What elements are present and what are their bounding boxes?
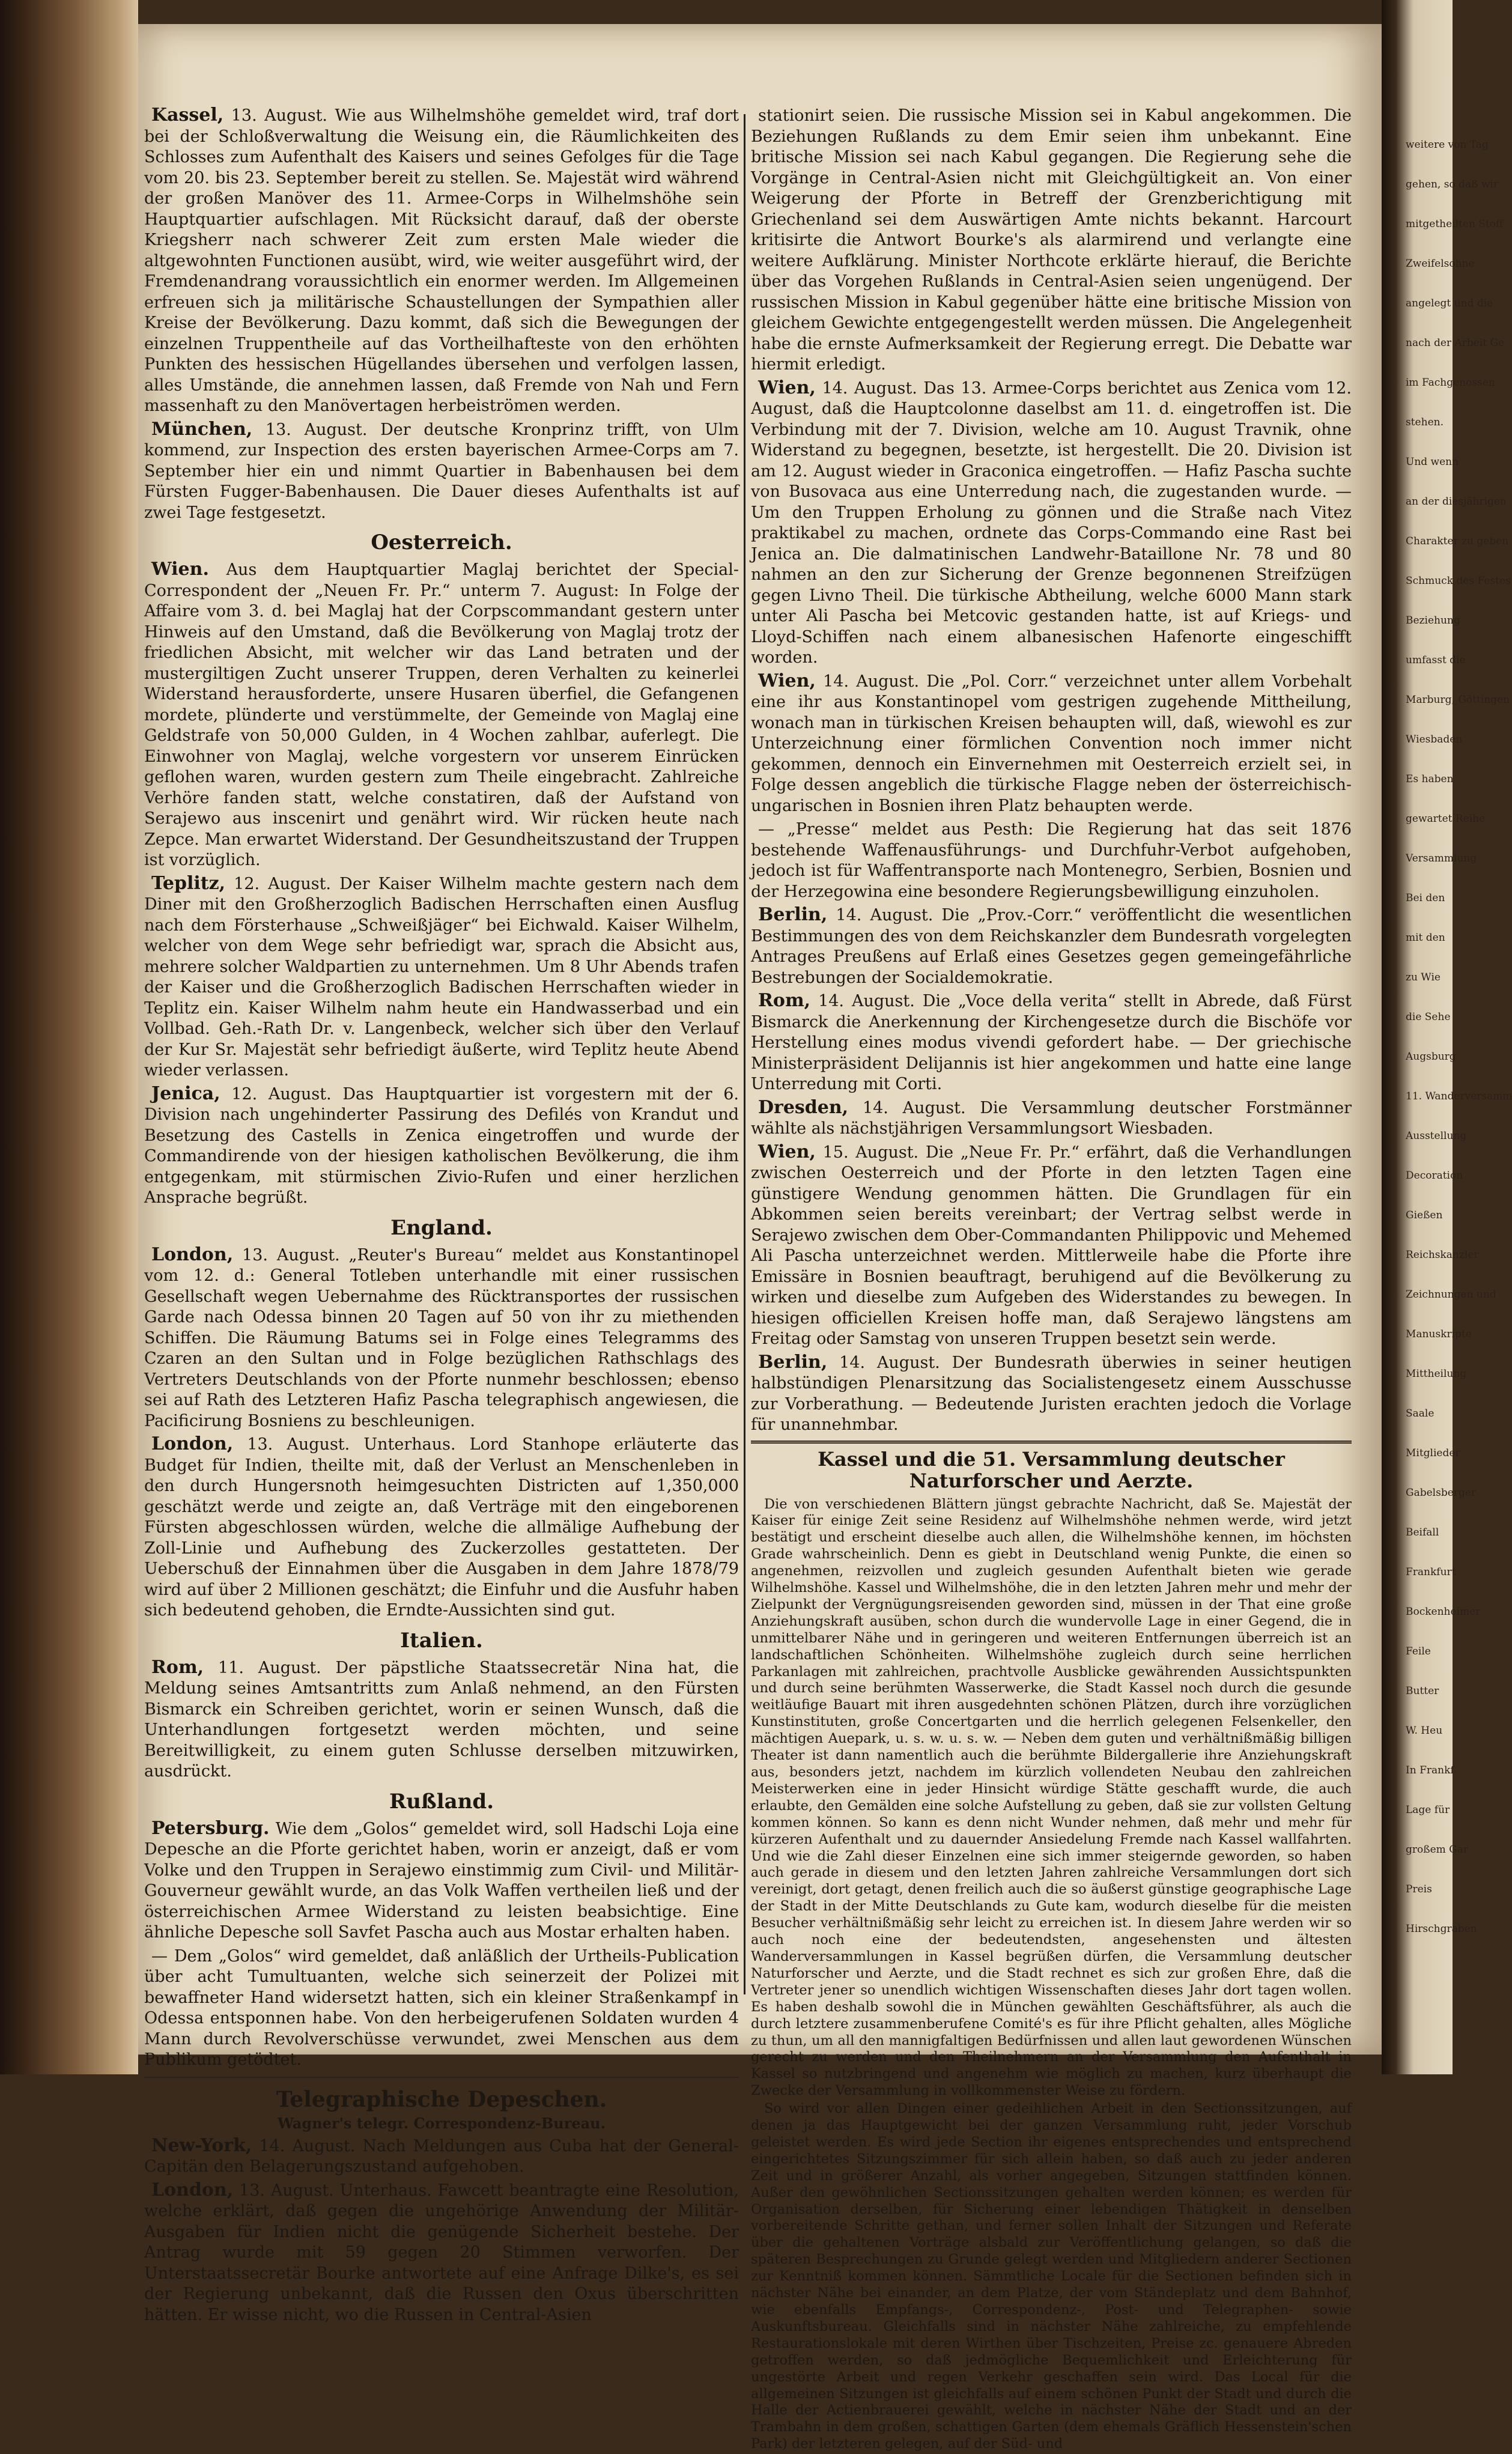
article-text: 14. August. Das 13. Armee-Corps berichtet aus Zenica vom 12. August, daß die Hauptcolonne daselbst am 11. d. eingetroffen ist. Die Verbindung mit der 7. Division, welche am 10. August Travnik, ohne Widerstand zu begegnen, besetzte, ist hergestellt. Die 20. Division ist am 12. August wieder in Graconica eingetroffen. — Hafiz Pascha suchte von Busovaca aus eine Unterredung nach, die zugestanden wurde. — Um den Truppen Erholung zu gönnen und die Straße nach Vitez praktikabel zu machen, ordnete das Corps-Commando eine Rast bei Jenica an. Die dalmatinischen Landwehr-Bataillone Nr. 78 und 80 nahmen an den zur Sicherung der Grenze begonnenen Streifzügen gegen Livno Theil. Die türkische Abtheilung, welche 6000 Mann stark unter Ali Pascha bei Metcovic gestanden hatte, ist auf Kriegs- und Lloyd-Schiffen nach einem albanesischen Hafenorte eingeschifft worden. — [751, 378, 1352, 667]
news-item — [144, 1818, 739, 1943]
adjacent-page-text: Wiesbaden — [1406, 733, 1463, 746]
section-heading-italien: Italien. — [400, 1628, 483, 1653]
dateline-location: München, — [151, 418, 253, 440]
dateline-location: London, — [151, 2179, 234, 2200]
dispatch-item — [751, 1098, 1352, 1140]
article-text: 14. August. Die Versammlung deutscher Forstmänner wählte als nächstjährigen Versammlungsort Wiesbaden. — [751, 1098, 1352, 1138]
adjacent-page-text: großem Gar — [1406, 1844, 1469, 1856]
news-item — [144, 873, 739, 1081]
article-text: 14. August. Nach Meldungen aus Cuba hat der General-Capitän den Belagerungszustand aufgehoben. — [144, 2136, 739, 2176]
article-text: 14. August. Die „Voce della verita“ stellt in Abrede, daß Fürst Bismarck die Anerkennung der Kirchengesetze durch die Bischöfe vor Herstellung eines modus vivendi gefordert habe. — Der griechische Ministerpräsident Delijannis ist hier angekommen und hatte eine lange Unterredung mit Corti. — [751, 992, 1352, 1093]
adjacent-page-text: Butter — [1406, 1685, 1439, 1697]
adjacent-page-text: Gabelsberger — [1406, 1487, 1476, 1499]
article-text: 15. August. Die „Neue Fr. Pr.“ erfährt, daß die Verhandlungen zwischen Oesterreich und der Pforte in den letzten Tagen eine günstigere Wendung genommen hätten. Die Grundlagen für ein Abkommen seien bereits vereinbart; der Vertrag selbst werde in Serajewo zwischen dem Ober-Commandanten Philippovic und Mehemed Ali Pascha unterzeichnet werden. Mittlerweile habe die Pforte ihre Emissäre in Bosnien beauftragt, beruhigend auf die Bevölkerung zu wirken und dieselbe zum Aufgeben des Widerstandes zu bewegen. In hiesigen officiellen Kreisen hoffe man, daß Serajewo längstens am Freitag oder Samstag von unseren Truppen besetzt sein werde. — [751, 1143, 1352, 1348]
adjacent-page-text: Und wenn — [1406, 456, 1459, 468]
adjacent-page-text: Lage für — [1406, 1804, 1450, 1816]
adjacent-page-text: weitere von Tag — [1406, 139, 1489, 151]
adjacent-page-text: Gießen — [1406, 1209, 1443, 1221]
dispatch-item — [144, 2180, 739, 2326]
news-item — [144, 1245, 739, 1432]
dateline-location: Rom, — [758, 990, 811, 1011]
article-text: 12. August. Das Hauptquartier ist vorgestern mit der 6. Division nach ungehinderter Passirung des Defilés von Krandut und Besetzung des Castells in Zenica eingetroffen und wurde der Commandirende von der hiesigen katholischen Bevölkerung, die ihm entgegenkam, mit stürmischen Zivio-Rufen und einer herzlichen Ansprache begrüßt. — [144, 1084, 739, 1207]
adjacent-page-text: Decoration — [1406, 1170, 1463, 1182]
adjacent-page-text: zu Wie — [1406, 971, 1441, 983]
adjacent-page-text: gewartet Reihe — [1406, 813, 1486, 825]
book-spine-edge — [0, 0, 138, 2074]
adjacent-page-text: Preis — [1406, 1883, 1432, 1895]
news-item — [144, 419, 739, 524]
dateline-location: Wien. — [151, 559, 209, 580]
adjacent-page-text: Charakter zu geben — [1406, 535, 1509, 547]
article-text: 13. August. „Reuter's Bureau“ meldet aus Konstantinopel vom 12. d.: General Totleben unterhandle mit einer russischen Gesellschaft wegen Uebernahme des Rücktransportes der russischen Garde nach Odessa binnen 20 Tagen auf 50 von ihr zu miethenden Schiffen. Die Räumung Batums sei in Folge eines Telegramms des Czaren an den Sultan und in Folge bezüglichen Rathschlags des Vertreters Deutschlands von der Pforte nunmehr beschlossen; ebenso sei auf Rath des Letzteren Hafiz Pascha telegraphisch angewiesen, die Pacificirung Bosniens zu beschleunigen. — [144, 1245, 739, 1430]
adjacent-page-text: stehen. — [1406, 416, 1444, 428]
article-text: 13. August. Wie aus Wilhelmshöhe gemeldet wird, traf dort bei der Schloßverwaltung die Weisung ein, die Räumlichkeiten des Schlosses zum Aufenthalt des Kaisers und seines Gefolges für die Tage vom 20. bis 23. September bereit zu stellen. Se. Majestät wird während der großen Manöver des 11. Armee-Corps in Wilhelmshöhe sein Hauptquartier aufschlagen. Mit Rücksicht darauf, daß der oberste Kriegsherr nach schwerer Zeit zum ersten Male wieder die altgewohnten Functionen ausübt, wird, wie weiter ausgeführt wird, der Fremdenandrang voraussichtlich ein enormer werden. Im Allgemeinen erfreuen sich ja militärische Schaustellungen der Sympathien aller Kreise der Bevölkerung. Dazu kommt, daß sich die Bewegungen der einzelnen Truppentheile auf das Vortheilhafteste von den erhöhten Punkten des hessischen Hügellandes übersehen und verfolgen lassen, alles Umstände, die annehmen lassen, daß Fremde von Nah und Fern massenhaft zu den Manövertagen herbeiströmen werden. — [144, 106, 739, 415]
adjacent-page-text: Mitglieder — [1406, 1447, 1460, 1459]
news-item — [144, 559, 739, 871]
adjacent-page-text: Schmuck des Festes — [1406, 575, 1511, 587]
article-text: 12. August. Der Kaiser Wilhelm machte gestern nach dem Diner mit den Großherzoglich Badischen Herrschaften einen Ausflug nach dem Försterhause „Schweißjäger“ bei Eichwald. Kaiser Wilhelm, welcher von dem Wege sehr befriedigt war, sprach die Absicht aus, mehrere solcher Waldpartien zu unternehmen. Um 8 Uhr Abends trafen der Kaiser und die Großherzoglich Badischen Herrschaften wieder in Teplitz ein. Kaiser Wilhelm nahm heute ein Handwasserbad und ein Vollbad. Geh.-Rath Dr. v. Langenbeck, welcher sich über den Verlauf der Kur Sr. Majestät sehr befriedigt äußerte, wird Teplitz heute Abend wieder verlassen. — [144, 874, 739, 1080]
adjacent-page-text: Feile — [1406, 1645, 1431, 1657]
adjacent-page-text: Frankfurt — [1406, 1566, 1456, 1578]
adjacent-page-text: W. Heu — [1406, 1725, 1443, 1737]
dispatch-item — [751, 378, 1352, 669]
adjacent-page-text: angelegt und die — [1406, 297, 1493, 309]
article-text: 14. August. Der Bundesrath überwies in seiner heutigen halbstündigen Plenarsitzung das Socialistengesetz einem Ausschusse zur Vorberathung. — Bedeutende Juristen erachten jedoch die Vorlage für unannehmbar. — [751, 1353, 1352, 1434]
article-text: 13. August. Der deutsche Kronprinz trifft, von Ulm kommend, zur Inspection des ersten bayerischen Armee-Corps am 7. September hier ein und nimmt Quartier in Babenhausen bei dem Fürsten Fugger-Babenhausen. Die Dauer dieses Aufenthalts ist auf zwei Tage festgesetzt. — [144, 420, 739, 522]
feature-paragraph: Die von verschiedenen Blättern jüngst gebrachte Nachricht, daß Se. Majestät der Kaiser für einige Zeit seine Residenz auf Wilhelmshöhe nehmen werde, wird jetzt bestätigt und erscheint dieselbe auch allen, die Wilhelmshöhe kennen, im höchsten Grade wahrscheinlich. Denn es giebt in Deutschland wenig Punkte, die einen so angenehmen, reizvollen und zugleich gesunden Aufenthalt bieten wie gerade Wilhelmshöhe. Kassel und Wilhelmshöhe, die in den letzten Jahren mehr und mehr der Zielpunkt der Vergnügungsreisenden geworden sind, müssen in der That eine große Anziehungskraft ausüben, schon durch die wundervolle Lage in einer Gegend, die in unmittelbarer Nähe und in geringeren und weiteren Entfernungen überreich ist an landschaftlichen Schönheiten. Wilhelmshöhe zugleich durch seine herrlichen Parkanlagen mit zahlreichen, prachtvolle Ausblicke gewährenden Aussichtspunkten und durch seine berühmten Wasserwerke, die Stadt Kassel noch durch die gesunde weitläufige Bauart mit ihren ausgedehnten schönen Plätzen, durch ihre vorzüglichen Kunstinstituten, große Concertgarten und die herrlich gelegenen Felsenkeller, den mächtigen Auepark, u. s. w. u. s. w. — Neben dem guten und verhältnißmäßig billigen Theater ist dann namentlich auch die berühmte Bildergallerie ihre Anziehungskraft aus, besonders jetzt, nachdem im kürzlich vollendeten Neubau den zahlreichen Meisterwerken eine in jeder Hinsicht würdige Stätte geschafft wurde, die auch erlaubte, den Gemälden eine solche Aufstellung zu geben, daß sie zur vollsten Geltung kommen können. So kann es denn nicht Wunder nehmen, daß mehr und mehr für kürzeren Aufenthalt und zu dauernder Ansiedelung Fremde nach Kassel wallfahrten. Und wie die Zahl dieser Einzelnen eine sich immer steigernde geworden, so haben auch gerade in diesem und den letzten Jahren zahlreiche Versammlungen dort sich vereinigt, dort getagt, denen freilich auch die so äußerst günstige geographische Lage der Stadt in der Mitte Deutschlands zu Gute kam, wodurch dieselbe für die meisten Besucher verhältnißmäßig sehr leicht zu erreichen ist. In diesem Jahre werden wir so auch noch eine der bedeutendsten, angesehensten und ältesten Wanderversammlungen in Kassel begrüßen dürfen, die Versammlung deutscher Naturforscher und Aerzte, und die Stadt rechnet es sich zur großen Ehre, daß die Vertreter jener so unendlich wichtigen Wissenschaften dieses Jahr dort tagen wollen. Es haben deshalb sowohl die in München gewählten Geschäftsführer, als auch die durch letztere zusammenberufene Comité's es für ihre Pflicht gehalten, alles Mögliche zu thun, um all den mannigfaltigen Bedürfnissen und allen laut gewordenen Wünschen gerecht zu werden und den Theilnehmern an der Versammlung den Aufenthalt in Kassel so nutzbringend und angenehm wie möglich zu machen, kurz überhaupt die Zwecke der Versammlung in vollkommenster Weise zu fördern. — [751, 1496, 1352, 2099]
dateline-location: Kassel, — [151, 105, 224, 126]
adjacent-page-text: Hirschgraben — [1406, 1923, 1477, 1935]
dispatch-item — [751, 819, 1352, 902]
dateline-location: Berlin, — [758, 1351, 828, 1373]
dateline-location: Teplitz, — [151, 872, 226, 894]
dispatch-item — [751, 1142, 1352, 1350]
dateline-location: Wien, — [758, 670, 816, 691]
adjacent-page-text: Marburg, Göttingen — [1406, 694, 1510, 706]
article-text: — „Presse“ meldet aus Pesth: Die Regierung hat das seit 1876 bestehende Waffenausführungs- und Durchfuhr-Verbot aufgehoben, jedoch ist für Waffentransporte nach Montenegro, Serbien, Bosnien und der Herzegowina eine besondere Regierungsbewilligung einzuholen. — [751, 820, 1352, 901]
adjacent-page-text: Saale — [1406, 1408, 1435, 1420]
article-text: 11. August. Der päpstliche Staatssecretär Nina hat, die Meldung seines Amtsantritts zum Anlaß nehmend, an den Fürsten Bismarck ein Schreiben gerichtet, worin er seinen Wunsch, daß die Unterhandlungen fortgesetzt werden möchten, und seine Bereitwilligkeit, zu einem guten Schlusse derselben mitzuwirken, ausdrückt. — [144, 1658, 739, 1781]
dateline-location: Wien, — [758, 1141, 816, 1162]
adjacent-page-text: mitgetheilten Stoff — [1406, 218, 1504, 230]
adjacent-page-text: umfasst die — [1406, 654, 1466, 666]
dateline-location: Berlin, — [758, 904, 828, 925]
adjacent-page-fragment — [1382, 0, 1512, 2074]
feature-paragraph: So wird vor allen Dingen einer gedeihlichen Arbeit in den Sectionssitzungen, auf denen ja das Hauptgewicht bei der ganzen Versammlung ruht, jeder Vorschub geleistet werden. Es wird jede Section ihr eigenes entsprechendes und entsprechend eingerichtetes Sitzungszimmer für sich allein haben, so daß auch zu jeder anderen Zeit und in größerer Anzahl, als vorher angegeben, Sitzungen stattfinden können. Außer den gewöhnlichen Sectionssitzungen gehalten werden können; es werden für Organisation derselben, für Sicherung einer lebendigen Thätigkeit in denselben vorbereitende Schritte gethan, und ferner sollen Inhalt der Sitzungen und Referate über die gehaltenen Vorträge alsbald zur Veröffentlichung gelangen, so daß die späteren Besprechungen zu Grunde gelegt werden und Mitgliedern anderer Sectionen zur Kenntniß kommen können. Sämmtliche Locale für die Sectionen befinden sich in nächster Nähe bei einander, an dem Platze, der vom Ständeplatz und dem Bahnhof, wie ebenfalls Empfangs-, Correspondenz-, Post- und Telegraphen- sowie Auskunftsbureau. Gleichfalls sind in nächster Nähe zahlreiche, zu empfehlende Restaurationslokale mit deren Wirthen über Tischzeiten, Preise zc. genauere Abreden getroffen werden, so daß jedmögliche Bequemlichkeit und Erleichterung für ungestörte Arbeit und regen Verkehr geschaffen sein wird. Das Local für die allgemeinen Sitzungen ist gleichfalls auf einem schönen Punkt der Stadt und durch die Halle der Actienbrauerei gewählt, welche in nächster Nähe der Stadt und an der Trambahn in dem großen, schattigen Garten (dem ehemals Gräflich Hessenstein'schen Park) der letzteren gelegen, auf der Süd- und — [751, 2101, 1352, 2452]
news-item — [144, 1084, 739, 1209]
adjacent-page-text: In Frankf — [1406, 1764, 1454, 1776]
article-text: 14. August. Die „Prov.-Corr.“ veröffentlicht die wesentlichen Bestimmungen des von dem Reichskanzler dem Bundesrath vorgelegten Antrages Preußens auf Erlaß eines Gesetzes gegen gemeingefährliche Bestrebungen der Socialdemokratie. — [751, 906, 1352, 987]
adjacent-page-text: Reichskanzler — [1406, 1249, 1479, 1261]
dateline-location: London, — [151, 1244, 234, 1265]
article-text: 13. August. Unterhaus. Fawcett beantragte eine Resolution, welche erklärt, daß gegen die ungehörige Anwendung der Militär-Ausgaben für Indien nicht die genügende Sicherheit bestehe. Der Antrag wurde mit 59 gegen 20 Stimmen verworfen. Der Unterstaatssecretär Bourke antwortete auf eine Anfrage Dilke's, es sei der Regierung unbekannt, daß die Russen den Oxus überschritten hätten. Er wisse nicht, wo die Russen in Central-Asien — [144, 2181, 739, 2324]
section-heading-russland: Rußland. — [389, 1789, 494, 1814]
feature-article-title: Kassel und die 51. Versammlung deutscher Naturforscher und Aerzte. — [751, 1441, 1352, 1492]
adjacent-page-text: Beziehung — [1406, 615, 1460, 627]
section-heading-england: England. — [390, 1215, 493, 1240]
adjacent-page-text: Manuskripte — [1406, 1328, 1472, 1340]
article-text: Wie dem „Golos“ gemeldet wird, soll Hadschi Loja eine Depesche an die Pforte gerichtet haben, worin er anzeigt, daß er vom Volke und den Truppen in Serajewo einstimmig zum Civil- und Militär-Gouverneur gewählt wurde, an das Volk Waffen vertheilen ließ und der österreichischen Armee Widerstand zu leisten beabsichtige. Eine ähnliche Depesche soll Savfet Pascha auch aus Mostar erhalten haben. — [144, 1819, 739, 1942]
adjacent-page-text: an der diesjährigen — [1406, 496, 1507, 508]
section-heading-oesterreich: Oesterreich. — [371, 530, 512, 554]
adjacent-page-text: Versammlung — [1406, 852, 1477, 864]
adjacent-page-text: Beifall — [1406, 1526, 1439, 1538]
article-text: 13. August. Unterhaus. Lord Stanhope erläuterte das Budget für Indien, theilte mit, daß der Verlust an Menschenleben in den durch Hungersnoth heimgesuchten Districten auf 1,350,000 geschätzt werde und zeigte an, daß Verträge mit den eingeborenen Fürsten abgeschlossen würden, welche die allmälige Aufhebung der Zoll-Linie und Aufhebung des Zuckerzolles gestatteten. Der Ueberschuß der Einnahmen über die Ausgaben in dem Jahre 1878/79 wird auf über 2 Millionen geschätzt; die Einfuhr und die Ausfuhr haben sich bedeutend gehoben, die Erndte-Aussichten sind gut. — [144, 1435, 739, 1620]
telegraphic-dispatches-heading: Telegraphische Depeschen. — [144, 2077, 739, 2113]
dateline-location: Wien, — [758, 377, 816, 398]
adjacent-page-text: Mittheilung — [1406, 1368, 1467, 1380]
article-text: Aus dem Hauptquartier Maglaj berichtet der Special-Correspondent der „Neuen Fr. Pr.“ unterm 7. August: In Folge der Affaire vom 3. d. bei Maglaj hat der Corpscommandant gestern unter Hinweis auf den Umstand, daß die Bevölkerung von Maglaj trotz der friedlichen Absicht, mit welcher wir das Land betraten und der mustergiltigen Zucht unserer Truppen, deren Verhalten zu keinerlei Widerstand herausforderte, unsere Husaren überfiel, die Gefangenen mordete, plünderte und verstümmelte, der Gemeinde von Maglaj eine Geldstrafe von 50,000 Gulden, in 4 Wochen zahlbar, auferlegt. Die Einwohner von Maglaj, welche vorgestern vor unserem Einrücken geflohen waren, wurden gestern zum Theile eingebracht. Zahlreiche Verhöre fanden statt, welche constatiren, daß der Aufstand von Serajewo aus inscenirt und genährt wird. Wir rücken heute nach Zepce. Man erwartet Widerstand. Der Gesundheitszustand der Truppen ist vorzüglich. — [144, 560, 739, 869]
telegraph-bureau-subheading: Wagner's telegr. Correspondenz-Bureau. — [278, 2114, 606, 2132]
dateline-location: Jenica, — [151, 1083, 220, 1104]
right-column — [751, 105, 1352, 2454]
dateline-location: Dresden, — [758, 1096, 849, 1118]
article-text: — Dem „Golos“ wird gemeldet, daß anläßlich der Urtheils-Publication über acht Tumultuanten, welche sich seinerzeit der Polizei mit bewaffneter Hand widersetzt hatten, sich ein kleiner Straßenkampf in Odessa entsponnen habe. Von den herbeigerufenen Soldaten wurden 4 Mann durch Revolverschüsse verwundet, zwei Menschen aus dem Publikum getödtet. — [144, 1946, 739, 2069]
adjacent-page-text: nach der Arbeit Ge — [1406, 337, 1505, 349]
adjacent-page-text: im Fachgenossen — [1406, 377, 1495, 389]
dispatch-item — [751, 905, 1352, 988]
news-item — [144, 1434, 739, 1621]
adjacent-page-text: 11. Wanderversamm — [1406, 1090, 1512, 1102]
dateline-location: London, — [151, 1433, 234, 1454]
news-item — [144, 105, 739, 417]
dateline-location: Petersburg. — [151, 1817, 270, 1839]
adjacent-page-text: Augsburg — [1406, 1051, 1456, 1063]
adjacent-page-text: Zeichnungen und — [1406, 1289, 1496, 1301]
article-text: 14. August. Die „Pol. Corr.“ verzeichnet unter allem Vorbehalt eine ihr aus Konstantinopel vom gestrigen zugehende Mittheilung, wonach man in türkischen Kreisen behaupten will, daß, wiewohl es zur Unterzeichnung einer förmlichen Convention noch immer nicht gekommen, dennoch ein Einvernehmen mit Oesterreich erzielt sei, in Folge dessen angeblich die türkische Flagge neben der österreichisch-ungarischen in Bosnien ihren Platz behaupten werde. — [751, 672, 1352, 815]
adjacent-page-text: gehen, so daß wir — [1406, 178, 1498, 190]
column-divider — [744, 114, 745, 1994]
adjacent-page-text: Es haben — [1406, 773, 1454, 785]
adjacent-page-text: Ausstellung — [1406, 1130, 1467, 1142]
adjacent-page-text: Bei den — [1406, 892, 1445, 904]
dispatch-item — [751, 105, 1352, 375]
dispatch-item — [751, 671, 1352, 817]
left-column — [144, 105, 739, 2328]
adjacent-page-text: mit den — [1406, 932, 1445, 944]
dispatch-item — [751, 991, 1352, 1095]
article-text: stationirt seien. Die russische Mission sei in Kabul angekommen. Die Beziehungen Rußlands zu dem Emir seien ihm unbekannt. Eine britische Mission sei nach Kabul gegangen. Die Regierung sehe die Vorgänge in Central-Asien nicht mit Gleichgültigkeit an. Von einer Weigerung der Pforte in Betreff der Grenzberichtigung mit Griechenland sei dem Auswärtigen Amte nichts bekannt. Harcourt kritisirte die Antwort Bourke's als alarmirend und verlangte eine weitere Aufklärung. Minister Northcote erklärte hierauf, die Berichte über das Vorgehen Rußlands in Central-Asien seien ungenügend. Der russischen Mission in Kabul gegenüber hätte eine britische Mission von gleichem Gewichte entgegengestellt werden müssen. Die Angelegenheit habe die ernste Aufmerksamkeit der Regierung erregt. Die Debatte war hiermit erledigt. — [751, 106, 1352, 374]
adjacent-page-text: die Sehe — [1406, 1011, 1451, 1023]
dateline-location: Rom, — [151, 1656, 204, 1678]
adjacent-page-text: Zweifelsohne — [1406, 258, 1475, 270]
dispatch-item — [751, 1352, 1352, 1436]
news-item — [144, 1657, 739, 1782]
adjacent-page-text: Bockenheimer — [1406, 1606, 1481, 1618]
dateline-location: New-York, — [151, 2134, 252, 2156]
dispatch-item — [144, 2136, 739, 2178]
news-item — [144, 1946, 739, 2071]
